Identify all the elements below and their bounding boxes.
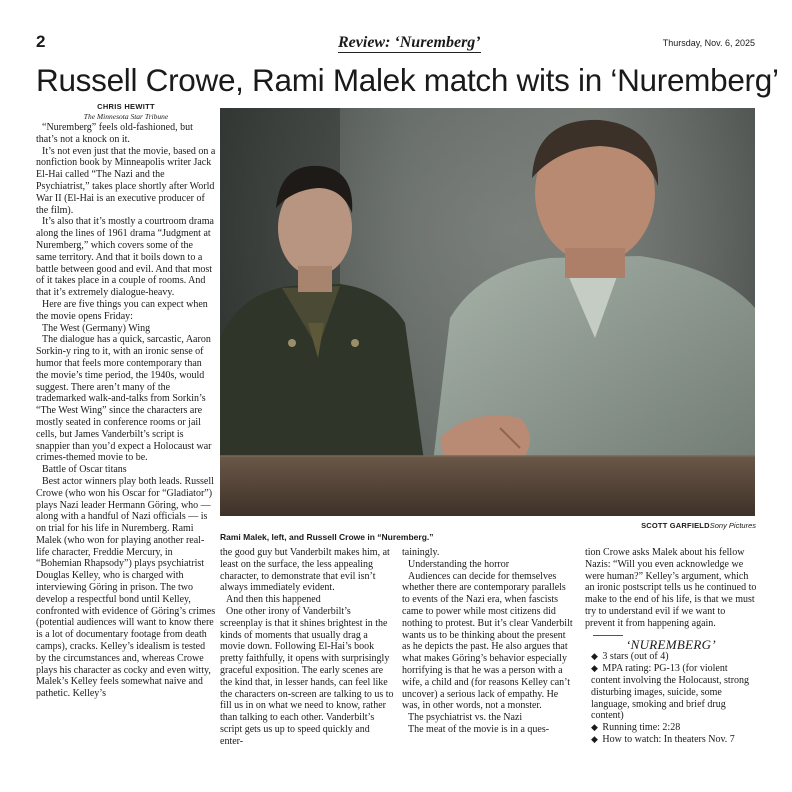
article-column-4 — [585, 547, 757, 746]
fact-item: ◆ Running time: 2:28 — [591, 722, 681, 734]
photo-illustration — [220, 108, 755, 516]
diamond-bullet-icon: ◆ — [591, 663, 598, 674]
issue-date: Thursday, Nov. 6, 2025 — [662, 38, 755, 48]
fact-item: ◆ MPA rating: PG-13 (for violent content involving the Holocaust, strong disturbing images, suicide, some language, smoking and brief drug content) — [591, 663, 750, 722]
subhead: Battle of Oscar titans — [42, 464, 127, 476]
paragraph: Here are five things you can expect when the movie opens Friday: — [36, 298, 208, 322]
paragraph: Best actor winners play both leads. Russell Crowe (who won his Oscar for “Gladiator”) plays Nazi leader Hermann Göring, who — along with a handful of Nazi officials — is on trial for his life in Nuremberg. Rami Malek (who won for playing another real-life character, Freddie Mercury, in “Bohemian Rhapsody”) plays psychiatrist Douglas Kelley, who is charged with interviewing Göring in prison. The two develop a respectful bond until Kelley, confronted with evidence of Göring’s crimes (potential audiences will want to know there is a lot of documentary footage from death camps), cracks. Kelley’s idealism is tested by the circumstances and, whereas Crowe plays his character as cocky and even witty, Malek’s Kelley feels somewhat naive and pathetic. Kelley’s — [36, 475, 216, 700]
paragraph: tion Crowe asks Malek about his fellow Nazis: “Will you even acknowledge we were human?” Kelley’s argument, which an ironic postscript tells us he continued to make to the end of his life, is that we must try to understand evil if we want to prevent it from happening again. — [585, 547, 757, 629]
paragraph: “Nuremberg” feels old-fashioned, but that’s not a knock on it. — [36, 122, 193, 145]
article-column-3 — [402, 547, 576, 736]
paragraph: tainingly. — [402, 547, 440, 558]
diamond-bullet-icon: ◆ — [591, 651, 598, 662]
diamond-bullet-icon: ◆ — [591, 722, 598, 733]
fact-box-title: ‘NUREMBERG’ — [626, 636, 716, 652]
page-number: 2 — [36, 32, 46, 51]
paragraph: It’s not even just that the movie, based on a nonfiction book by Minneapolis writer Jack El-Hai called “The Nazi and the Psychiatrist,” takes place shortly after World War II (El-Hai is an executive producer of the film). — [36, 145, 216, 216]
paragraph: The dialogue has a quick, sarcastic, Aaron Sorkin-y ring to it, with an ironic sense of humor that feels more contemporary than the movie’s time period, the 1940s, would suggest. There aren’t many of the trademarked walk-and-talks from Sorkin’s “The West Wing” since the characters are mostly seated in conference rooms or jail cells, but James Vanderbilt’s script is snappier than you’d expect a Holocaust war crimes-themed movie to be. — [36, 334, 212, 464]
headline: Russell Crowe, Rami Malek match wits in ‘Nuremberg’ — [36, 62, 779, 98]
article-column-2 — [220, 547, 394, 748]
article-photo — [220, 108, 755, 516]
diamond-bullet-icon: ◆ — [591, 733, 598, 744]
article-column-1 — [36, 122, 216, 700]
photo-credit-source: Sony Pictures — [709, 521, 756, 530]
subhead: Understanding the horror — [408, 558, 510, 570]
subhead: And then this happened — [226, 594, 321, 606]
subhead: The West (Germany) Wing — [42, 322, 151, 334]
photo-credit — [641, 521, 756, 530]
paragraph: the good guy but Vanderbilt makes him, at least on the surface, the less appealing character, to demonstrate that evil isn’t always immediately evident. — [220, 547, 390, 594]
paragraph: It’s also that it’s mostly a courtroom drama along the lines of 1961 drama “Judgment at Nuremberg,” which covers some of the same territory. And that it boils down to a battle between good and evil. And that most of it takes place in a couple of rooms. And that it’s extremely dialogue-heavy. — [36, 216, 214, 299]
fact-item: ◆ How to watch: In theaters Nov. 7 — [591, 733, 735, 745]
photo-caption: Rami Malek, left, and Russell Crowe in “Nuremberg.” — [220, 532, 434, 542]
subhead: The psychiatrist vs. the Nazi — [408, 712, 523, 724]
byline-affiliation: The Minnesota Star Tribune — [83, 112, 169, 121]
photo-credit-name: SCOTT GARFIELD — [641, 521, 710, 530]
section-label: Review: ‘Nuremberg’ — [338, 34, 481, 51]
divider — [593, 635, 623, 636]
byline-author: CHRIS HEWITT — [97, 102, 155, 111]
paragraph: Audiences can decide for themselves whether there are contemporary parallels to events of the Nazi era, when fascists came to power while most citizens did nothing to protest. But it’s clear Vanderbilt wants us to be thinking about the present as he depicts the past. He also argues that what makes Göring’s behavior especially horrifying is that he was a person with a wife, a child and (for reasons Kelley can’t uncover) a serious lack of empathy. He was, in other words, not a monster. — [402, 570, 573, 712]
paragraph: The meat of the movie is in a ques- — [408, 723, 550, 735]
fact-item: ◆ 3 stars (out of 4) — [591, 651, 669, 663]
paragraph: One other irony of Vanderbilt’s screenplay is that it shines brightest in the kinds of moments that usually drag a movie down. Following El-Hai’s book pretty faithfully, it opens with surprisingly graceful exposition. The early scenes are the kind that, in lesser hands, can feel like the characters on-screen are talking to us to fill us in on what we need to know, rather than talking to each other. Vanderbilt’s script gets us up to speed quickly and enter- — [220, 605, 394, 747]
